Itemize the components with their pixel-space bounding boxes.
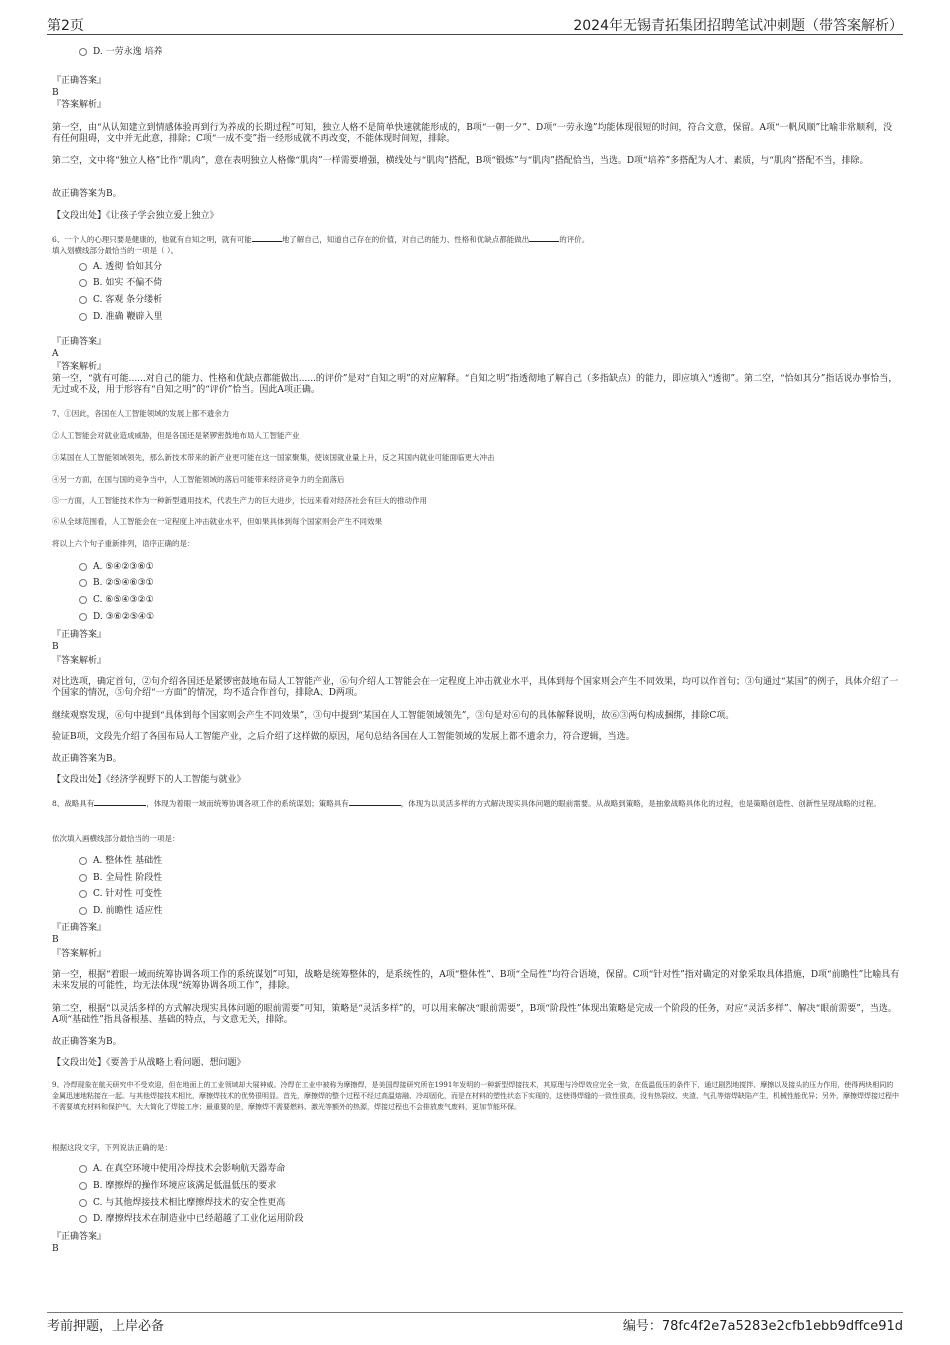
radio-icon[interactable]: [79, 1165, 87, 1173]
analysis-paragraph: 第一空，“就有可能......对自己的能力、性格和优缺点都能做出......的评价”是对“自知之明”的对应解释。“自知之明”指透彻地了解自己（多指缺点）的能力，即应填入“透彻”。第二空，“恰如其分”指话说办事恰当，无过或不及，用于形容有“自知之明”的“评价”恰当。因此A项正确。: [52, 374, 898, 395]
answer-label: 『正确答案』: [52, 630, 107, 640]
answer-label: 『正确答案』: [52, 1232, 107, 1242]
answer-label: 『正确答案』: [52, 76, 107, 86]
question-stem: 填入划横线部分最恰当的一项是（ ）。: [52, 246, 179, 255]
q9-option-d[interactable]: D. 摩擦焊技术在制造业中已经超越了工业化运用阶段: [79, 1214, 304, 1225]
sentence-5: ⑤一方面，人工智能技术作为一种新型通用技术，代表生产力的巨大进步，长远来看对经济社会有巨大的推动作用: [52, 496, 427, 505]
document-code: 编号：78fc4f2e7a5283e2cfb1ebb9dffce91d: [622, 1319, 903, 1334]
radio-icon[interactable]: [79, 1215, 87, 1223]
question-stem: 7、①因此，各国在人工智能领域的发展上都不遗余力: [52, 409, 230, 418]
page-footer: [47, 1312, 903, 1339]
conclusion: 故正确答案为B。: [52, 754, 122, 764]
q8-option-d[interactable]: D. 前瞻性 适应性: [79, 906, 162, 917]
analysis-paragraph: 第二空，根据“以灵活多样的方式解决现实具体问题的眼前需要”可知，策略是“灵活多样”的，可以用来解决“眼前需要”，B项“阶段性”体现出策略是完成一个阶段的任务，对应“灵活多样”、解决“眼前需要”，当选。A项“基础性”指具备根基、基础的特点，与文意无关，排除。: [52, 1004, 897, 1025]
q5-option-d[interactable]: D. 一劳永逸 培养: [79, 47, 162, 58]
radio-icon[interactable]: [79, 579, 87, 587]
analysis-label: 『答案解析』: [52, 656, 107, 666]
q9-option-b[interactable]: B. 摩擦焊的操作环境应该满足低温低压的要求: [79, 1181, 276, 1192]
q7-option-c[interactable]: C. ⑥⑤④③②①: [79, 595, 154, 606]
radio-icon[interactable]: [79, 279, 87, 287]
answer-value: B: [52, 642, 59, 652]
q8-option-a[interactable]: A. 整体性 基础性: [79, 856, 162, 867]
question-ask: 根据这段文字，下列说法正确的是：: [52, 1143, 172, 1152]
q6-option-b[interactable]: B. 如实 不偏不倚: [79, 278, 162, 289]
question-stem: 9、冷焊现象在航天研究中不受欢迎，但在地面上的工业领域却大展神威。冷焊在工业中被称为摩擦焊，是美国焊接研究所在1991年发明的一种新型焊接技术，其原理与冷焊效应完全一致，在低温低压的条件下，通过剧烈地搅拌、摩擦以及接头的压力作用，使得两块相同的金属迅速地粘接在一起。与其他焊接技术相比，摩擦焊技术的优势很明显。首先，摩擦焊的整个过程不经过高温熔融、冷却固化，而是在材料的塑性状态下实现的，这使得焊缝的一致性很高，没有热裂纹、夹渣、气孔等熔焊缺陷产生，机械性能优异；另外，摩擦焊焊接过程中不需要填充材料和保护气，大大简化了焊接工序；最重要的是，摩擦焊不需要燃料、激光等额外的热源，焊接过程也不会排放废气废料，更加节能环保。: [52, 1081, 899, 1112]
radio-icon[interactable]: [79, 613, 87, 621]
analysis-paragraph: 继续观察发现，⑥句中提到“具体到每个国家则会产生不同效果”，③句中提到“某国在人工智能领域领先”，③句是对⑥句的具体解释说明，故⑥③两句构成捆绑，排除C项。: [52, 711, 735, 721]
radio-icon[interactable]: [79, 1182, 87, 1190]
radio-icon[interactable]: [79, 48, 87, 56]
q7-option-a[interactable]: A. ⑤④②③⑥①: [79, 562, 154, 573]
answer-label: 『正确答案』: [52, 923, 107, 933]
analysis-paragraph: 第一空，根据“着眼一域而统筹协调各项工作的系统谋划”可知，战略是统筹整体的，是系统性的，A项“整体性”、B项“全局性”均符合语境，保留。C项“针对性”指对确定的对象采取具体措施，D项“前瞻性”比喻具有未来发展的可能性，均无法体现“统筹协调各项工作”，排除。: [52, 970, 900, 991]
q8-option-c[interactable]: C. 针对性 可变性: [79, 889, 162, 900]
footer-slogan: 考前押题，上岸必备: [47, 1319, 165, 1334]
radio-icon[interactable]: [79, 596, 87, 604]
answer-value: B: [52, 1244, 59, 1254]
answer-value: B: [52, 935, 59, 945]
radio-icon[interactable]: [79, 296, 87, 304]
question-stem: 6、一个人的心理只要是健康的，他就有自知之明，就有可能 地了解自己，知道自己存在的价值，对自己的能力、性格和优缺点都能做出 的评价。: [52, 235, 590, 244]
radio-icon[interactable]: [79, 857, 87, 865]
radio-icon[interactable]: [79, 907, 87, 915]
analysis-paragraph: 第二空，文中将“独立人格”比作“肌肉”，意在表明独立人格像“肌肉”一样需要增强，横线处与“肌肉”搭配，B项“锻炼”与“肌肉”搭配恰当，当选。D项“培养”多搭配为人才、素质，与“肌肉”搭配不当，排除。: [52, 156, 869, 166]
q6-option-d[interactable]: D. 准确 鞭辟入里: [79, 312, 162, 323]
conclusion: 故正确答案为B。: [52, 189, 122, 199]
sentence-2: ②人工智能会对就业造成威胁，但是各国还是紧锣密鼓地布局人工智能产业: [52, 431, 300, 440]
q6-option-c[interactable]: C. 客观 条分缕析: [79, 295, 162, 306]
answer-label: 『正确答案』: [52, 337, 107, 347]
radio-icon[interactable]: [79, 563, 87, 571]
source: 【文段出处】《经济学视野下的人工智能与就业》: [52, 775, 246, 785]
analysis-label: 『答案解析』: [52, 100, 107, 110]
sentence-4: ④另一方面，在国与国的竞争当中，人工智能领域的落后可能带来经济竞争力的全面落后: [52, 475, 345, 484]
analysis-label: 『答案解析』: [52, 949, 107, 959]
answer-value: B: [52, 88, 59, 98]
sentence-3: ③某国在人工智能领域领先，那么新技术带来的新产业更可能在这一国家聚集，使该国就业量上升，反之其国内就业可能面临更大冲击: [52, 453, 495, 462]
question-ask: 依次填入画横线部分最恰当的一项是：: [52, 834, 180, 843]
q6-option-a[interactable]: A. 透彻 恰如其分: [79, 262, 162, 273]
radio-icon[interactable]: [79, 313, 87, 321]
analysis-paragraph: 第一空，由“从认知建立到情感体验再到行为养成的长期过程”可知，独立人格不是简单快速就能形成的，B项“一朝一夕”、D项“一劳永逸”均能体现很短的时间，符合文意，保留。A项“一帆风顺”比喻非常顺利，没有任何阻碍，文中并无此意，排除；C项“一成不变”指一经形成就不再改变，不能体现时间短，排除。: [52, 123, 893, 144]
conclusion: 故正确答案为B。: [52, 1037, 122, 1047]
q9-option-a[interactable]: A. 在真空环境中使用冷焊技术会影响航天器寿命: [79, 1164, 285, 1175]
radio-icon[interactable]: [79, 1199, 87, 1207]
page-header: [47, 14, 903, 35]
question-ask: 将以上六个句子重新排列，语序正确的是：: [52, 539, 195, 548]
q9-option-c[interactable]: C. 与其他焊接技术相比摩擦焊技术的安全性更高: [79, 1198, 285, 1209]
radio-icon[interactable]: [79, 263, 87, 271]
page-number: 第2页: [47, 18, 84, 34]
document-title: 2024年无锡青拓集团招聘笔试冲刺题（带答案解析）: [573, 18, 903, 34]
q7-option-b[interactable]: B. ②⑤④⑥③①: [79, 578, 154, 589]
question-stem: 8、战略具有 ，体现为着眼一域而统筹协调各项工作的系统谋划；策略具有 ，体现为以灵活多样的方式解决现实具体问题的眼前需要。从战略到策略，是抽象战略具体化的过程，也是策略创造性、创新性呈现战略的过程。: [52, 799, 881, 808]
analysis-label: 『答案解析』: [52, 362, 107, 372]
analysis-paragraph: 对比选项，确定首句，②句介绍各国还是紧锣密鼓地布局人工智能产业，⑥句介绍人工智能会在一定程度上冲击就业水平，具体到每个国家则会产生不同效果，均可以作首句；③句通过“某国”的例子，具体介绍了一个国家的情况，⑤句介绍“一方面”的情况，均不适合作首句，排除A、D两项。: [52, 677, 899, 698]
q8-option-b[interactable]: B. 全局性 阶段性: [79, 873, 162, 884]
sentence-6: ⑥从全球范围看，人工智能会在一定程度上冲击就业水平，但如果具体到每个国家则会产生不同效果: [52, 517, 382, 526]
analysis-paragraph: 验证B项，文段先介绍了各国布局人工智能产业，之后介绍了这样做的原因，尾句总结各国在人工智能领域的发展上都不遗余力，符合逻辑，当选。: [52, 732, 635, 742]
radio-icon[interactable]: [79, 890, 87, 898]
answer-value: A: [52, 349, 59, 359]
radio-icon[interactable]: [79, 874, 87, 882]
q7-option-d[interactable]: D. ③⑥②⑤④①: [79, 612, 154, 623]
source: 【文段出处】《要善于从战略上看问题、想问题》: [52, 1058, 246, 1068]
source: 【文段出处】《让孩子学会独立爱上独立》: [52, 211, 219, 221]
